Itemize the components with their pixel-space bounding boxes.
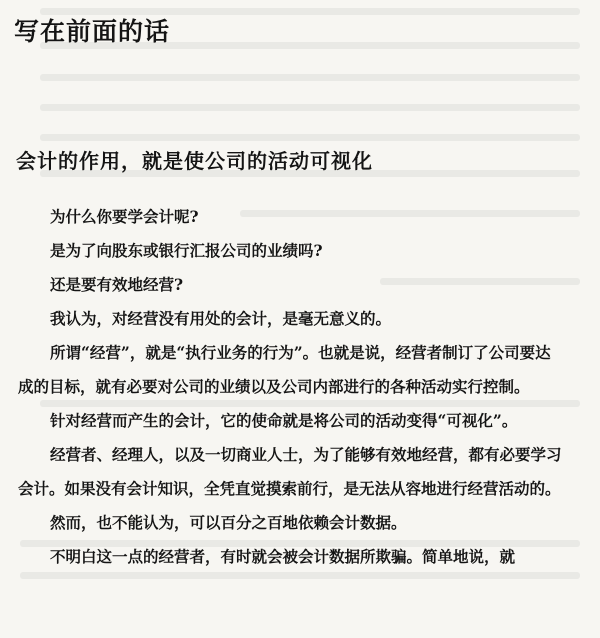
paragraph: 针对经营而产生的会计，它的使命就是将公司的活动变得“可视化”。 bbox=[50, 411, 518, 430]
paragraph: 是为了向股东或银行汇报公司的业绩吗? bbox=[50, 241, 323, 260]
paragraph: 然而，也不能认为，可以百分之百地依赖会计数据。 bbox=[50, 513, 407, 532]
paragraph: 不明白这一点的经营者，有时就会被会计数据所欺骗。简单地说，就 bbox=[50, 547, 516, 566]
paragraph: 为什么你要学会计呢? bbox=[50, 207, 199, 226]
paragraph: 我认为，对经营没有用处的会计，是毫无意义的。 bbox=[50, 309, 392, 328]
chapter-title: 写在前面的话 bbox=[14, 17, 171, 46]
paragraph: 还是要有效地经营? bbox=[50, 275, 184, 294]
body-text bbox=[18, 200, 566, 574]
bleed-through-line bbox=[40, 104, 580, 111]
paragraph: 所谓“经营”，就是“执行业务的行为”。也就是说，经营者制订了公司要达成的目标，就有必要对公司的业绩以及公司内部进行的各种活动实行控制。 bbox=[18, 343, 551, 396]
bleed-through-line bbox=[40, 74, 580, 81]
paragraph: 经营者、经理人，以及一切商业人士，为了能够有效地经营，都有必要学习会计。如果没有会计知识，全凭直觉摸索前行，是无法从容地进行经营活动的。 bbox=[18, 445, 562, 498]
bleed-through-line bbox=[40, 134, 580, 141]
section-heading: 会计的作用，就是使公司的活动可视化 bbox=[16, 149, 373, 173]
